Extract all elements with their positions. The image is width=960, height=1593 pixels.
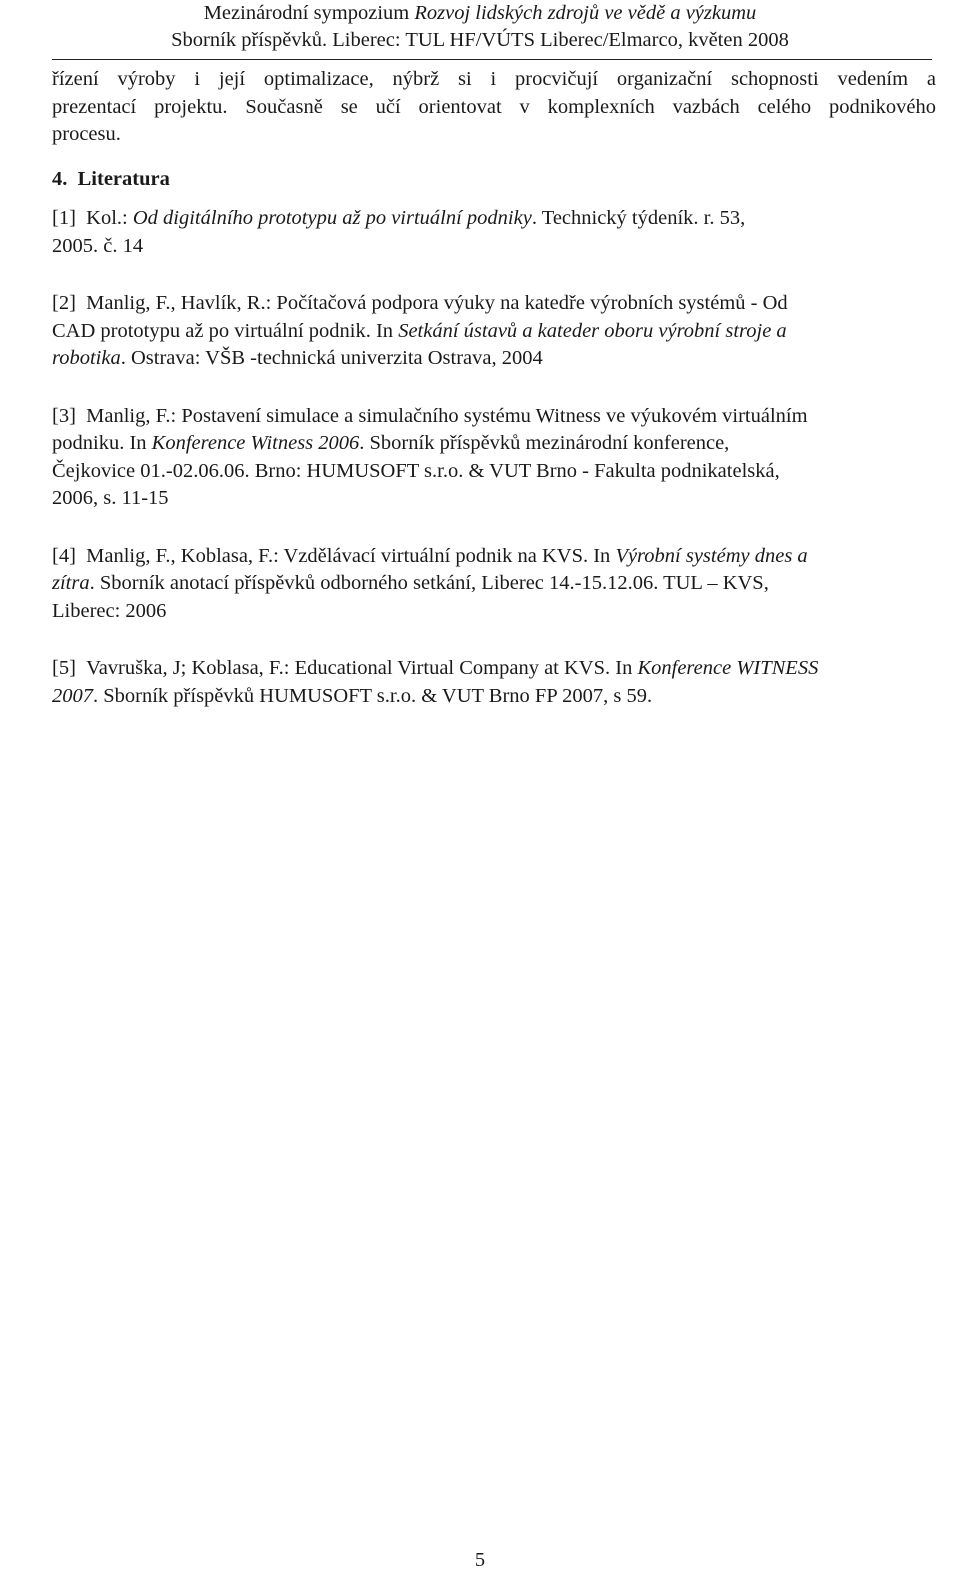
section-heading — [52, 166, 936, 194]
reference-3-line-3: Čejkovice 01.-02.06.06. Brno: HUMUSOFT s.r.o. & VUT Brno - Fakulta podnikatelská, — [52, 459, 780, 482]
section-number: 4. — [52, 167, 68, 190]
reference-2 — [52, 290, 936, 373]
reference-3 — [52, 403, 936, 513]
reference-1-line-1: [1] Kol.: Od digitálního prototypu až po virtuální podniky. Technický týdeník. r. 53, — [52, 207, 746, 229]
reference-2-line-1: [2] Manlig, F., Havlík, R.: Počítačová podpora výuky na katedře výrobních systémů - Od — [52, 292, 788, 314]
intro-line-2: prezentací projektu. Současně se učí orientovat v komplexních vazbách celého podnikového — [52, 95, 936, 118]
intro-line-1: řízení výroby i její optimalizace, nýbrž si i procvičují organizační schopnosti vedením a — [52, 68, 936, 90]
reference-3-line-1: [3] Manlig, F.: Postavení simulace a simulačního systému Witness ve výukovém virtuálním — [52, 404, 808, 427]
reference-1 — [52, 205, 936, 260]
reference-4-line-3: Liberec: 2006 — [52, 599, 167, 622]
intro-line-3: procesu. — [52, 123, 121, 145]
reference-2-line-3: robotika. Ostrava: VŠB -technická univerzita Ostrava, 2004 — [52, 347, 543, 369]
reference-5 — [52, 655, 936, 710]
header-line-1: Mezinárodní sympozium Rozvoj lidských zdrojů ve vědě a výzkumu — [203, 2, 757, 24]
reference-2-line-2: CAD prototypu až po virtuální podnik. In Setkání ústavů a kateder oboru výrobní stroje a — [52, 319, 787, 342]
reference-4-line-1: [4] Manlig, F., Koblasa, F.: Vzdělávací virtuální podnik na KVS. In Výrobní systémy dnes a — [52, 544, 808, 567]
running-header — [0, 0, 960, 54]
reference-4-line-2: zítra. Sborník anotací příspěvků odborného setkání, Liberec 14.-15.12.06. TUL – KVS, — [52, 572, 769, 594]
reference-3-line-4: 2006, s. 11-15 — [52, 487, 169, 509]
reference-4 — [52, 543, 936, 626]
page-number: 5 — [474, 1549, 486, 1571]
intro-paragraph — [52, 66, 936, 149]
section-title: Literatura — [77, 167, 170, 190]
reference-5-line-1: [5] Vavruška, J; Koblasa, F.: Educational Virtual Company at KVS. In Konference WITNESS — [52, 657, 819, 679]
page-body — [52, 66, 936, 740]
reference-1-line-2: 2005. č. 14 — [52, 234, 144, 257]
header-divider — [52, 59, 932, 60]
reference-5-line-2: 2007. Sborník příspěvků HUMUSOFT s.r.o. & VUT Brno FP 2007, s 59. — [52, 684, 653, 707]
reference-3-line-2: podniku. In Konference Witness 2006. Sborník příspěvků mezinárodní konference, — [52, 432, 730, 454]
header-line-2: Sborník příspěvků. Liberec: TUL HF/VÚTS Liberec/Elmarco, květen 2008 — [171, 29, 789, 51]
